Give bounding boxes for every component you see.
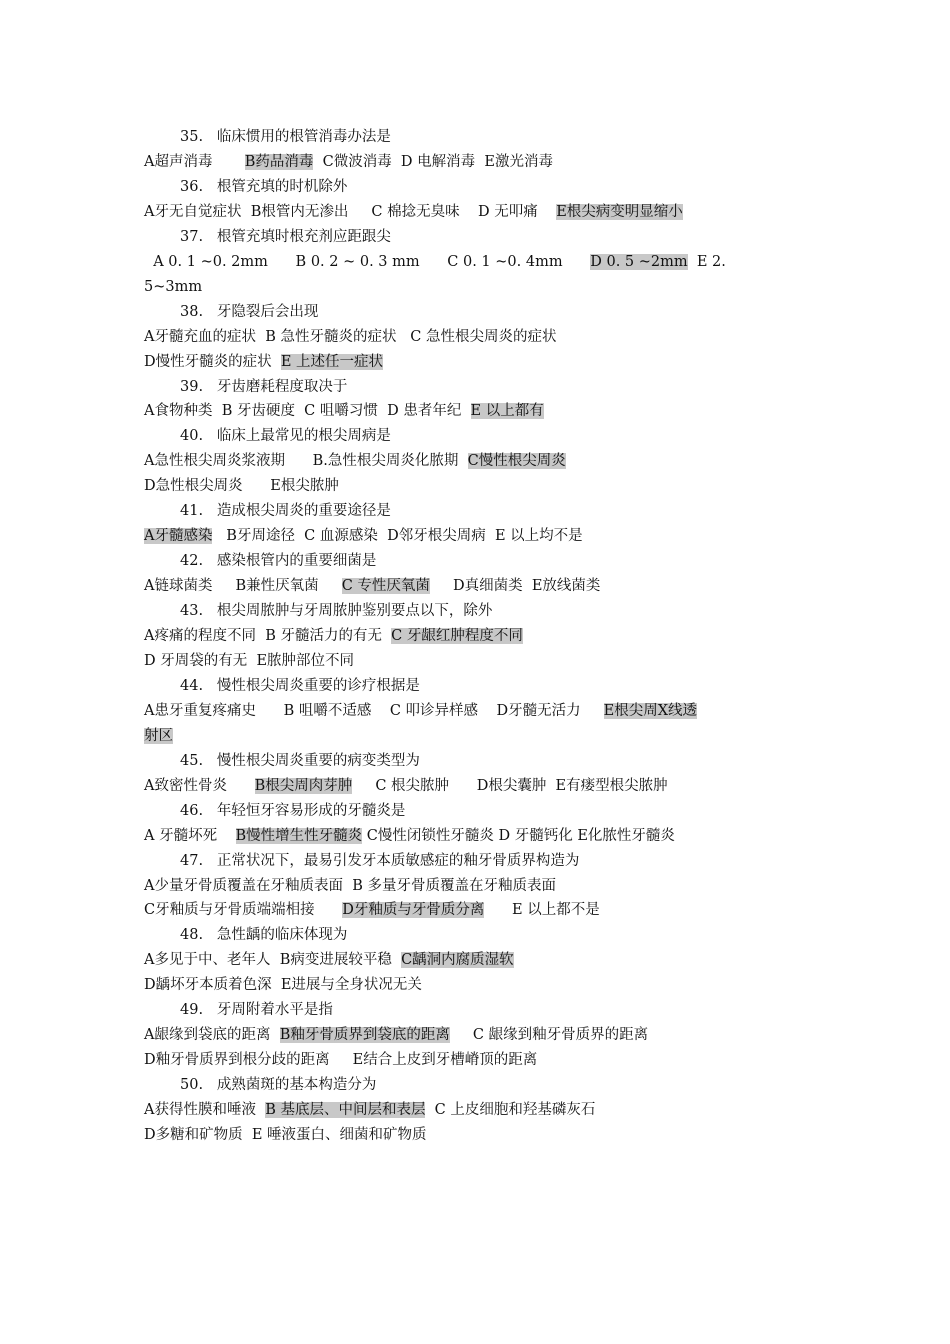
highlighted-answer: D 0. 5 ~2mm (590, 253, 688, 270)
answer-line (144, 725, 173, 747)
question-line (180, 500, 391, 522)
highlighted-answer: B釉牙骨质界到袋底的距离 (279, 1027, 450, 1044)
highlighted-answer: B药品消毒 (244, 153, 314, 170)
text-segment: A急性根尖周炎浆液期 B.急性根尖周炎化脓期 (144, 453, 468, 470)
answer-line (144, 974, 422, 996)
text-segment: 35. 临床惯用的根管消毒办法是 (180, 129, 391, 145)
highlighted-answer: B 基底层、中间层和表层 (265, 1102, 426, 1119)
text-segment: C微波消毒 D 电解消毒 E激光消毒 (313, 153, 553, 170)
text-segment: A致密性骨炎 (144, 777, 255, 794)
text-segment: D急性根尖周炎 E根尖脓肿 (144, 478, 339, 495)
answer-line (144, 1049, 537, 1071)
text-segment: 41. 造成根尖周炎的重要途径是 (180, 503, 391, 520)
text-segment: A多见于中、老年人 B病变进展较平稳 (144, 952, 402, 969)
highlighted-answer: C 牙龈红肿程度不同 (391, 628, 523, 644)
answer-line (144, 1024, 648, 1046)
text-segment: A超声消毒 (144, 153, 245, 170)
highlighted-answer: B慢性增生性牙髓炎 (235, 827, 363, 844)
question-line (180, 301, 318, 323)
answer-line (144, 450, 566, 472)
highlighted-answer: B根尖周肉芽肿 (254, 777, 353, 794)
answer-line (144, 899, 600, 921)
text-segment: E 以上都不是 (484, 902, 600, 919)
answer-line (144, 525, 583, 547)
highlighted-answer: D牙釉质与牙骨质分离 (342, 902, 485, 919)
text-segment: D多糖和矿物质 E 唾液蛋白、细菌和矿物质 (144, 1127, 427, 1143)
text-segment: 43. 根尖周脓肿与牙周脓肿鉴别要点以下，除外 (180, 603, 493, 620)
answer-line (144, 575, 600, 597)
answer-line (144, 251, 726, 273)
text-segment: D釉牙骨质界到根分歧的距离 E结合上皮到牙槽嵴顶的距离 (144, 1052, 538, 1069)
text-segment: C 龈缘到釉牙骨质界的距离 (449, 1027, 649, 1044)
text-segment: 38. 牙隐裂后会出现 (180, 303, 319, 320)
question-line (180, 1074, 376, 1096)
text-segment: A牙髓充血的症状 B 急性牙髓炎的症状 C 急性根尖周炎的症状 (144, 328, 557, 345)
question-line (180, 800, 405, 822)
highlighted-answer: C龋洞内腐质湿软 (401, 952, 514, 969)
text-segment: C 根尖脓肿 D根尖囊肿 E有瘘型根尖脓肿 (352, 777, 668, 794)
answer-line (144, 201, 683, 223)
answer-line (144, 700, 697, 722)
text-segment: A患牙重复疼痛史 B 咀嚼不适感 C 叩诊异样感 D牙髓无活力 (144, 702, 604, 719)
text-segment: C慢性闭锁性牙髓炎 D 牙髓钙化 E化脓性牙髓炎 (362, 827, 675, 844)
text-segment: A 牙髓坏死 (144, 827, 236, 844)
text-segment: A食物种类 B 牙齿硬度 C 咀嚼习惯 D 患者年纪 (144, 403, 471, 420)
text-segment: A疼痛的程度不同 B 牙髓活力的有无 (144, 628, 392, 644)
text-segment: 47. 正常状况下，最易引发牙本质敏感症的釉牙骨质界构造为 (180, 852, 580, 869)
text-segment: 40. 临床上最常见的根尖周病是 (180, 428, 391, 445)
question-line (180, 425, 391, 447)
highlighted-answer: E根尖周X线透 (603, 702, 698, 719)
answer-line (144, 400, 544, 422)
question-line (180, 376, 347, 398)
text-segment: 39. 牙齿磨耗程度取决于 (180, 378, 348, 395)
text-segment: 49. 牙周附着水平是指 (180, 1002, 333, 1019)
highlighted-answer: 射区 (144, 727, 173, 744)
question-line (180, 126, 391, 148)
highlighted-answer: E根尖病变明显缩小 (556, 203, 683, 220)
answer-line (144, 625, 523, 647)
question-line (180, 999, 333, 1021)
highlighted-answer: C慢性根尖周炎 (467, 453, 566, 470)
answer-line (144, 276, 202, 298)
question-line (180, 750, 420, 772)
text-segment: 50. 成熟菌斑的基本构造分为 (180, 1077, 377, 1094)
text-segment: 46. 年轻恒牙容易形成的牙髓炎是 (180, 802, 406, 819)
text-segment: C牙釉质与牙骨质端端相接 (144, 902, 343, 919)
highlighted-answer: E 上述任一症状 (280, 353, 384, 370)
question-line (180, 226, 391, 248)
question-line (180, 675, 420, 697)
text-segment: A龈缘到袋底的距离 (144, 1027, 280, 1044)
text-segment: D慢性牙髓炎的症状 (144, 353, 281, 370)
text-segment: 37. 根管充填时根充剂应距跟尖 (180, 228, 391, 245)
highlighted-answer: A牙髓感染 (144, 528, 213, 545)
text-segment: 48. 急性龋的临床体现为 (180, 927, 348, 944)
answer-line (144, 351, 383, 373)
highlighted-answer: C 专性厌氧菌 (341, 578, 430, 595)
question-line (180, 600, 492, 622)
answer-line (144, 475, 339, 497)
answer-line (144, 1099, 595, 1121)
answer-line (144, 1124, 427, 1146)
text-segment: A牙无自觉症状 B根管内无渗出 C 棉捻无臭味 D 无叩痛 (144, 203, 557, 220)
text-segment: 5~3mm (144, 278, 203, 295)
answer-line (144, 949, 514, 971)
text-segment: A获得性膜和唾液 (144, 1102, 266, 1119)
text-segment: A链球菌类 B兼性厌氧菌 (144, 578, 342, 595)
answer-line (144, 875, 556, 897)
text-segment: D 牙周袋的有无 E脓肿部位不同 (144, 652, 355, 669)
answer-line (144, 650, 354, 672)
question-line (180, 176, 347, 198)
text-segment: E 2. (687, 253, 726, 270)
text-segment: C 上皮细胞和羟基磷灰石 (425, 1102, 596, 1119)
question-line (180, 550, 376, 572)
text-segment: 45. 慢性根尖周炎重要的病变类型为 (180, 752, 420, 769)
answer-line (144, 825, 675, 847)
text-segment: D龋坏牙本质着色深 E进展与全身状况无关 (144, 977, 422, 994)
text-segment: 42. 感染根管内的重要细菌是 (180, 553, 377, 570)
answer-line (144, 151, 553, 173)
question-line (180, 850, 579, 872)
text-segment: A 0. 1 ~0. 2mm B 0. 2 ~ 0. 3 mm C 0. 1 ~0. 4mm (144, 253, 591, 270)
text-segment: D真细菌类 E放线菌类 (429, 578, 601, 595)
text-segment: 44. 慢性根尖周炎重要的诊疗根据是 (180, 677, 420, 694)
answer-line (144, 775, 668, 797)
text-segment: B牙周途径 C 血源感染 D邻牙根尖周病 E 以上均不是 (212, 528, 583, 545)
text-segment: A少量牙骨质覆盖在牙釉质表面 B 多量牙骨质覆盖在牙釉质表面 (144, 877, 556, 894)
highlighted-answer: E 以上都有 (470, 403, 544, 420)
question-line (180, 924, 347, 946)
answer-line (144, 326, 556, 348)
text-segment: 36. 根管充填的时机除外 (180, 178, 348, 195)
